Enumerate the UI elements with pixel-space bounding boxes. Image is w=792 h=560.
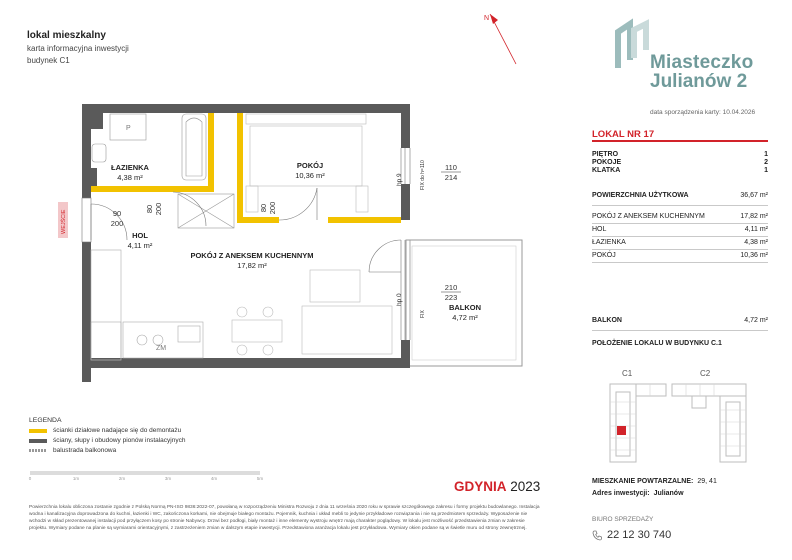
room-area-pokoj: 10,36 m² [295,171,325,180]
scale-tick: 2m [118,476,126,481]
location-title: POŁOŻENIE LOKALU W BUDYNKU C.1 [592,340,722,347]
room-row-aneks: POKÓJ Z ANEKSEM KUCHENNYM 17,82 m² [592,213,768,220]
living-furniture [232,270,392,355]
card-date: data sporządzenia karty: 10.04.2026 [650,109,756,116]
room-label-pokoj: POKÓJ [296,161,324,170]
unit-type-title: lokal mieszkalny [27,30,106,41]
legend-item-balustrade: balustrada balkonowa [29,447,116,454]
balcony-window-height: 223 [444,293,458,302]
divider [592,236,768,237]
entrance-door-width: 90 [112,209,122,218]
floor-plan [60,100,520,382]
divider [592,262,768,263]
building-key-plan [596,362,766,470]
brand-name-line2: Julianów 2 [650,71,748,92]
balcony-door [369,240,401,272]
bedroom-sill-height: hp 9 [396,173,403,186]
detail-row-rooms: POKOJE 2 [592,159,768,166]
room-area-balkon: 4,72 m² [452,313,478,322]
usable-area-row: POWIERZCHNIA UŻYTKOWA 36,67 m² [592,192,768,199]
city-badge: GDYNIA 2023 [454,479,541,494]
phone-icon [592,530,602,541]
bathroom-door-width: 80 [145,204,154,214]
bedroom-window-fix: FIX do h=110 [420,160,426,190]
sales-office-label: BIURO SPRZEDAŻY [592,516,654,523]
bedroom-door-width: 80 [259,203,268,213]
scale-tick: 3m [164,476,172,481]
room-row-hol: HOL 4,11 m² [592,226,768,233]
key-plan-c1-label: C1 [622,369,633,378]
room-area-lazienka: 4,38 m² [117,173,143,182]
room-label-hol: HOL [132,231,148,240]
unit-location-marker [617,426,626,435]
kitchen-furniture [91,250,203,360]
repeat-units-row: MIESZKANIE POWTARZALNE: 29, 41 [592,478,717,485]
room-row-pokoj: POKÓJ 10,36 m² [592,252,768,259]
detail-row-floor: PIĘTRO 1 [592,151,768,158]
address-row: Adres inwestycji: Julianów [592,490,684,497]
legend-title: LEGENDA [29,417,62,424]
north-arrow-icon [478,8,524,68]
scale-tick: 0 [28,476,32,481]
title-divider [592,140,768,142]
room-label-balkon: BALKON [448,303,482,312]
room-label-lazienka: ŁAZIENKA [111,163,149,172]
disclaimer-text: Powierzchnia lokalu obliczona zostanie zgodnie z Polską Normą PN-ISO 9836:2022-07, powołaną w rozporządzeniu Ministra Rozwoju z dnia 11 września 2020 roku w sprawie szczegółowego zakresu i formy projektu budowlanego. Instalacja wodna i kanalizacyjna doprowadzona do kuchni, łazienki i WC, zakończona korkami, nie obejmuje białego montażu. Pojemnik, kuchnia i układ mebli to jedynie przykładowe rozwiązania i nie są przedmiotem sprzedaży. Wyposażenie nie wchodzi w skład prezentowanej instalacji pod przyłączem kosy po stronie Nabywcy. Drzwi bez podłogi, biały montaż i inne elementy wystroju wnętrz mają charakter poglądowy. W lokalu jest możliwość przedstawienia zmian w zakresie projektu. Wymiary podane na planie są wymiarami orientacyjnymi, z zastrzeżeniem zmian w dalszym etapie inwestycji. Przedstawiona aranżacja lokalu jest przykładowa. Wymiary okien podane są w świetle muru od strony zewnętrznej. [29,505,540,531]
balcony-window-fix: FIX [420,310,426,318]
sales-phone-link[interactable]: 22 12 30 740 [607,529,672,541]
entrance-label: WEJŚCIE [61,209,67,234]
bedroom-door [279,188,317,220]
divider [592,249,768,250]
entrance-door-height: 200 [110,219,124,228]
balcony-window-width: 210 [444,283,458,292]
fridge-label: ZM [156,345,167,352]
scale-tick: 4m [210,476,218,481]
room-area-aneks: 17,82 m² [237,261,267,270]
divider [592,205,768,206]
scale-bar [29,468,269,482]
legend-item-partitions: ścianki działowe nadające się do demontażu [29,427,181,434]
room-row-lazienka: ŁAZIENKA 4,38 m² [592,239,768,246]
divider [592,223,768,224]
bedroom-window-height: 214 [444,173,458,182]
utility-p-label: P [126,125,131,132]
room-area-hol: 4,11 m² [127,241,153,250]
entrance-marker [54,200,72,240]
key-plan-c2-label: C2 [700,369,711,378]
card-subtitle: karta informacyjna inwestycji [27,44,129,53]
bedroom-window-width: 110 [445,163,457,172]
divider [592,330,768,331]
bathroom-door-height: 200 [154,202,163,216]
balcony-row: BALKON 4,72 m² [592,317,768,324]
legend-item-walls: ściany, słupy i obudowy pionów instalacyjnych [29,437,185,444]
detail-row-stairwell: KLATKA 1 [592,167,768,174]
north-label: N [484,15,490,22]
balcony-sill-height: hp 0 [396,293,403,306]
building-subtitle: budynek C1 [27,56,70,65]
scale-tick: 5m [256,476,264,481]
bedroom-door-height: 200 [268,201,277,215]
brand-name-line1: Miasteczko [650,52,754,73]
unit-number: LOKAL NR 17 [592,129,655,140]
room-label-aneks: POKÓJ Z ANEKSEM KUCHENNYM [190,251,314,260]
scale-tick: 1m [72,476,80,481]
